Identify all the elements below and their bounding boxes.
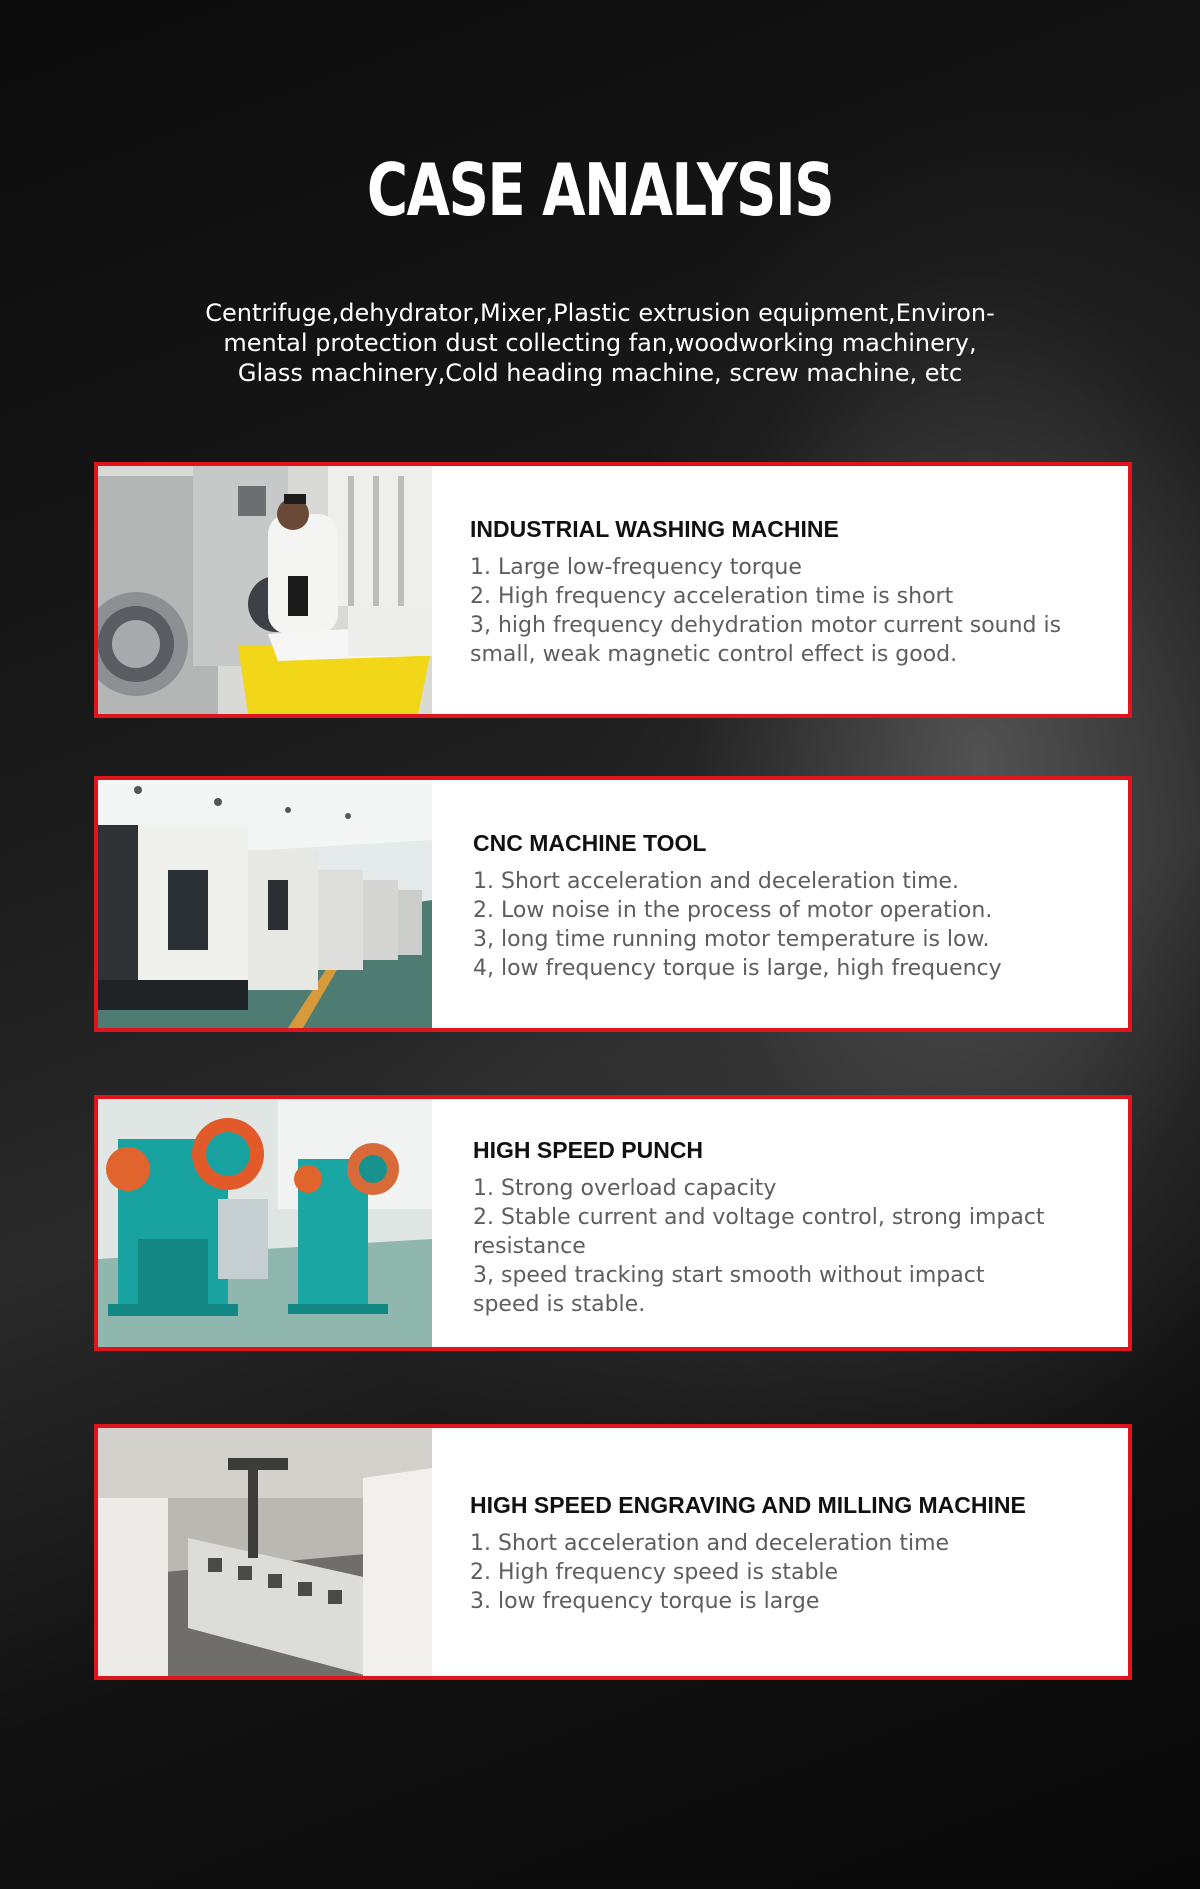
case-card-engraving-milling-machine (94, 1424, 1132, 1680)
case-card-text (470, 780, 1120, 1028)
case-feature-list (473, 867, 1120, 983)
case-heading: CNC MACHINE TOOL (473, 830, 707, 856)
engraving-milling-machine-photo (98, 1428, 432, 1676)
case-card-industrial-washing-machine (94, 462, 1132, 718)
case-feature-list (470, 553, 1120, 669)
cnc-machine-tool-photo (98, 780, 432, 1028)
case-feature-line: 1. Short acceleration and deceleration time (470, 1531, 950, 1556)
case-feature-line: speed is stable. (473, 1292, 646, 1317)
page-subtitle (150, 298, 1050, 388)
case-feature-line: 1. Large low-frequency torque (470, 555, 802, 580)
case-feature-line: 2. High frequency speed is stable (470, 1560, 839, 1585)
case-heading: HIGH SPEED ENGRAVING AND MILLING MACHINE (470, 1492, 1026, 1518)
high-speed-punch-photo (98, 1099, 432, 1347)
industrial-washing-machine-photo (98, 466, 432, 714)
case-feature-line: 3, high frequency dehydration motor current sound is (470, 613, 1062, 638)
case-card-text (470, 466, 1120, 714)
case-card-text (470, 1428, 1120, 1676)
case-feature-line: 2. Low noise in the process of motor operation. (473, 898, 993, 923)
case-feature-line: 2. Stable current and voltage control, strong impact (473, 1205, 1045, 1230)
case-feature-line: 1. Strong overload capacity (473, 1176, 777, 1201)
case-card-text (470, 1099, 1120, 1347)
case-feature-line: small, weak magnetic control effect is good. (470, 642, 958, 667)
subtitle-line: mental protection dust collecting fan,woodworking machinery, (223, 329, 977, 357)
subtitle-line: Centrifuge,dehydrator,Mixer,Plastic extrusion equipment,Environ- (205, 299, 995, 327)
case-heading: INDUSTRIAL WASHING MACHINE (470, 516, 839, 542)
case-feature-line: 4, low frequency torque is large, high frequency (473, 956, 1002, 981)
case-feature-line: 1. Short acceleration and deceleration time. (473, 869, 960, 894)
case-feature-list (473, 1174, 1120, 1319)
case-feature-line: 3. low frequency torque is large (470, 1589, 820, 1614)
case-feature-line: 3, speed tracking start smooth without impact (473, 1263, 985, 1288)
subtitle-line: Glass machinery,Cold heading machine, screw machine, etc (237, 359, 963, 387)
case-feature-list (470, 1529, 1120, 1616)
case-feature-line: 3, long time running motor temperature is low. (473, 927, 990, 952)
case-heading: HIGH SPEED PUNCH (473, 1137, 704, 1163)
page-title: CASE ANALYSIS (366, 148, 834, 232)
case-feature-line: resistance (473, 1234, 586, 1259)
case-card-cnc-machine-tool (94, 776, 1132, 1032)
case-card-high-speed-punch (94, 1095, 1132, 1351)
case-feature-line: 2. High frequency acceleration time is short (470, 584, 954, 609)
